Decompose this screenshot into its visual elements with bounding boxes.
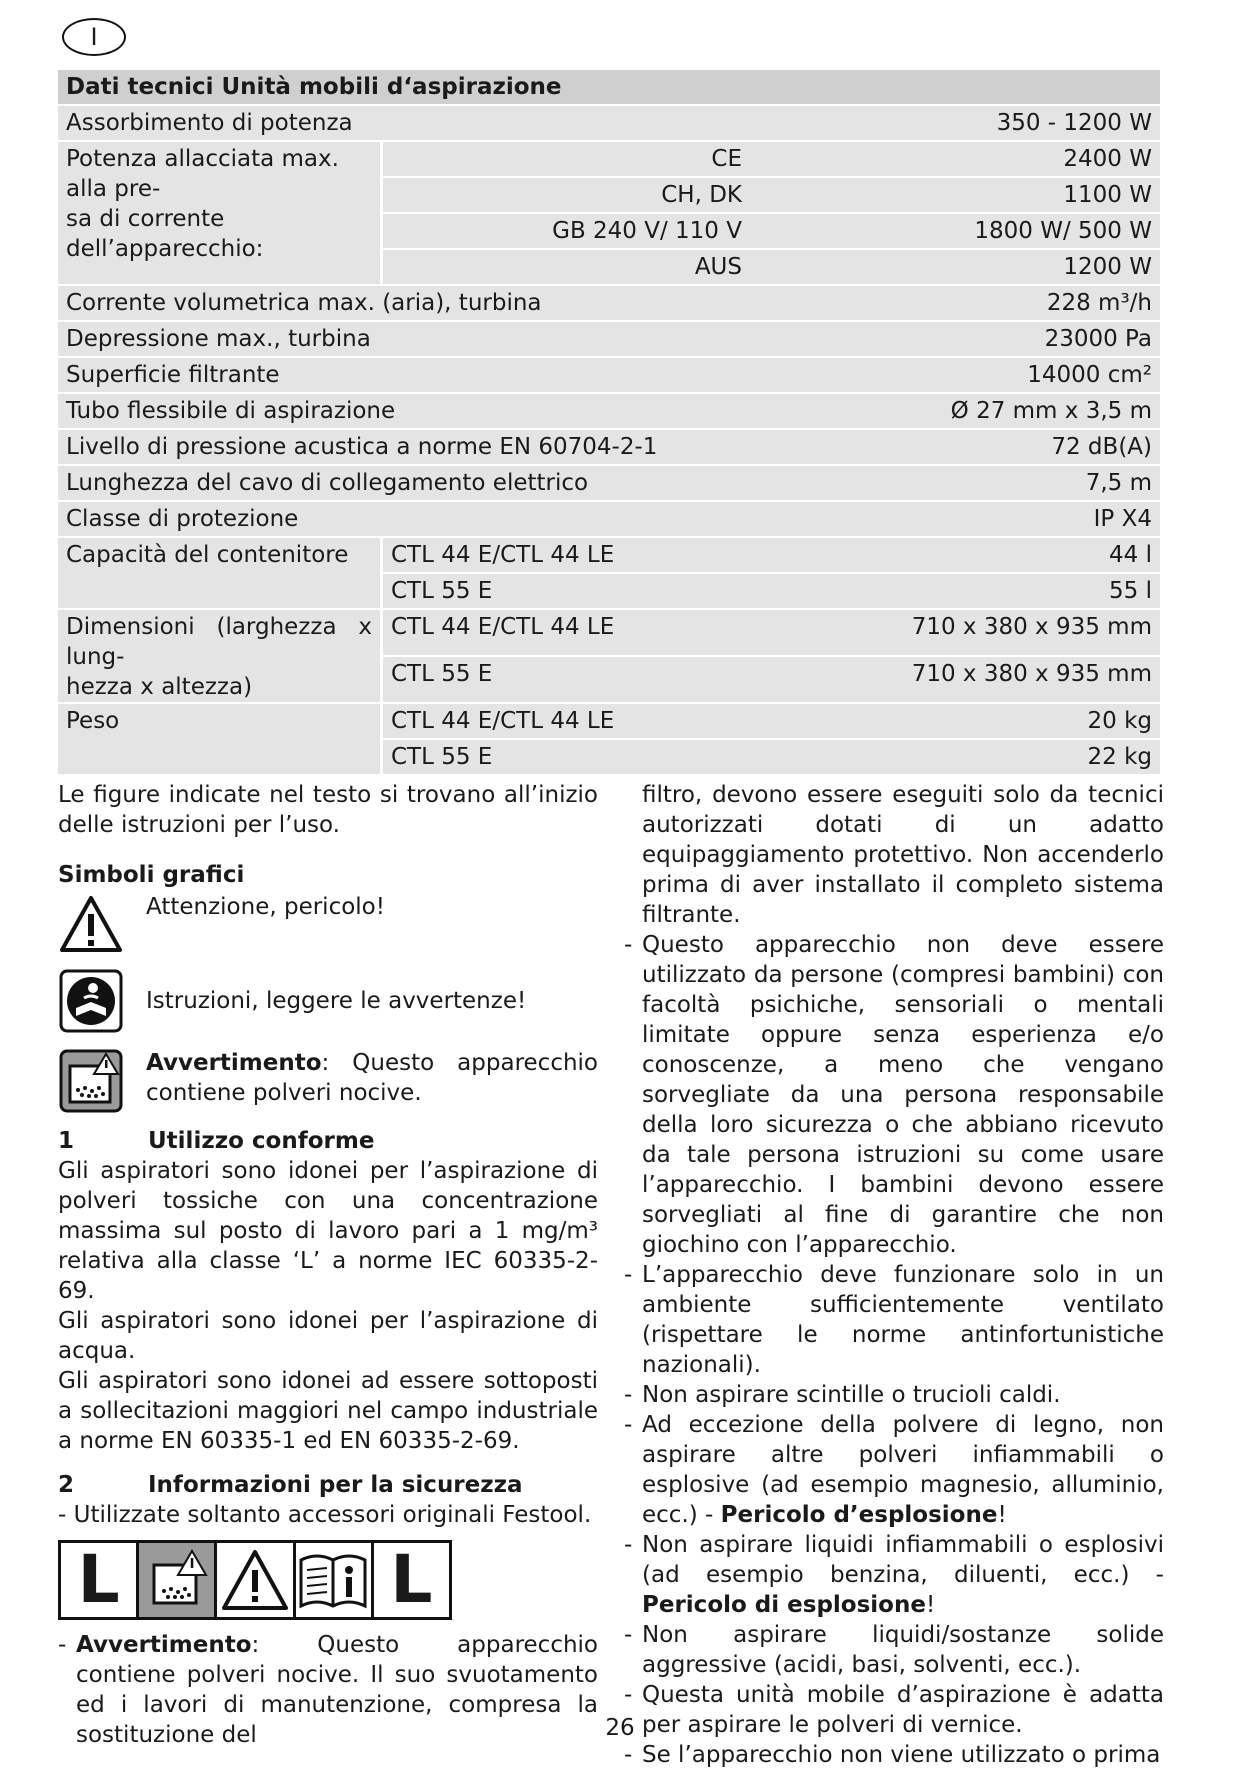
list-item: - Se l’apparecchio non viene utilizzato o prima (624, 1742, 1161, 1768)
spec-region: AUS (380, 250, 750, 286)
list-item: - Avvertimento: Questo apparecchio contiene polveri nocive. Il suo svuotamento ed i lavori di manutenzione, compresa la sostituzione del (58, 1632, 598, 1748)
symbol-row (58, 1048, 598, 1114)
spec-label: Corrente volumetrica max. (aria), turbina (58, 286, 750, 322)
spec-value: 7,5 m (750, 466, 1160, 502)
spec-value: 20 kg (750, 704, 1160, 740)
spec-model: CTL 55 E (380, 574, 750, 610)
list-item: - Non aspirare scintille o trucioli caldi. (624, 1382, 1061, 1408)
spec-region: CH, DK (380, 178, 750, 214)
spec-region: CE (380, 142, 750, 178)
spec-label: Dimensioni (larghezza x lung- hezza x altezza) (58, 610, 380, 704)
dust-class-l-icon: L (61, 1543, 139, 1617)
symbol-text: Avvertimento: Questo apparecchio contiene polveri nocive. (146, 1050, 598, 1106)
symbol-text: Istruzioni, leggere le avvertenze! (146, 988, 527, 1014)
spec-value: 23000 Pa (750, 322, 1160, 358)
spec-row (58, 610, 1160, 657)
section-2-title: 2 Informazioni per la sicurezza (58, 1472, 523, 1498)
list-item: - Questa unità mobile d’aspirazione è adatta per aspirare le polveri di vernice. (624, 1682, 1164, 1738)
spec-row (58, 358, 1160, 394)
paragraph: - Utilizzate soltanto accessori originali Festool. (58, 1502, 592, 1528)
spec-table-title: Dati tecnici Unità mobili d‘aspirazione (58, 70, 1160, 106)
spec-label: Assorbimento di potenza (58, 106, 750, 142)
intro-text: Le figure indicate nel testo si trovano all’inizio delle istruzioni per l’uso. (58, 782, 598, 838)
list-item: - L’apparecchio deve funzionare solo in un ambiente sufficientemente ventilato (rispettare le norme antinfortunistiche nazionali). (624, 1262, 1164, 1378)
spec-row (58, 502, 1160, 538)
spec-table-header (58, 70, 1160, 106)
paragraph: Gli aspiratori sono idonei per l’aspirazione di acqua. (58, 1308, 598, 1364)
list-item: - Ad eccezione della polvere di legno, non aspirare altre polveri infiammabili o esplosive (ad esempio magnesio, alluminio, ecc.) - Pericolo d’esplosione! (624, 1412, 1164, 1528)
spec-value: 710 x 380 x 935 mm (750, 657, 1160, 704)
symbol-row (58, 892, 598, 958)
spec-value: 350 - 1200 W (750, 106, 1160, 142)
left-column (58, 780, 598, 1750)
spec-model: CTL 55 E (380, 740, 750, 776)
section-1-title: 1 Utilizzo conforme (58, 1128, 375, 1154)
page-number: 26 (605, 1715, 635, 1741)
spec-row (58, 538, 1160, 574)
symbol-text: Attenzione, pericolo! (146, 894, 385, 920)
language-badge: I (62, 18, 126, 56)
list-item: - Non aspirare liquidi/sostanze solide aggressive (acidi, basi, solventi, ecc.). (624, 1622, 1164, 1678)
right-column (624, 780, 1164, 1770)
dust-class-l-icon: L (390, 1541, 433, 1618)
spec-value: 72 dB(A) (750, 430, 1160, 466)
spec-value: IP X4 (750, 502, 1160, 538)
spec-row (58, 142, 1160, 178)
spec-row (58, 286, 1160, 322)
spec-value: 710 x 380 x 935 mm (750, 610, 1160, 657)
symbols-heading: Simboli grafici (58, 862, 245, 888)
manual-info-icon (296, 1543, 374, 1617)
spec-label: Superficie filtrante (58, 358, 750, 394)
safety-icon-strip (58, 1540, 452, 1620)
spec-row (58, 394, 1160, 430)
spec-label: Lunghezza del cavo di collegamento elettrico (58, 466, 750, 502)
spec-label: Tubo flessibile di aspirazione (58, 394, 750, 430)
spec-value: 1200 W (750, 250, 1160, 286)
spec-value: 228 m³/h (750, 286, 1160, 322)
spec-row (58, 704, 1160, 740)
spec-label: Capacità del contenitore (58, 538, 380, 610)
spec-value: 14000 cm² (750, 358, 1160, 394)
spec-row (58, 106, 1160, 142)
harmful-dust-icon (139, 1543, 217, 1617)
spec-model: CTL 44 E/CTL 44 LE (380, 704, 750, 740)
paragraph: filtro, devono essere eseguiti solo da tecnici autorizzati dotati di un adatto equipaggiamento protettivo. Non accenderlo prima di aver installato il completo sistema filtrante. (642, 782, 1164, 928)
list-item: - Non aspirare liquidi infiammabili o esplosivi (ad esempio benzina, diluenti, ecc.) - Pericolo di esplosione! (624, 1532, 1164, 1618)
spec-label: Depressione max., turbina (58, 322, 750, 358)
spec-value: 22 kg (750, 740, 1160, 776)
spec-value: 44 l (750, 538, 1160, 574)
paragraph: Gli aspiratori sono idonei per l’aspirazione di polveri tossiche con una concentrazione massima sul posto di lavoro pari a 1 mg/m³ relativa alla classe ‘L’ a norme IEC 60335-2-69. (58, 1158, 598, 1304)
warning-triangle-icon (217, 1543, 295, 1617)
spec-row (58, 322, 1160, 358)
spec-region: GB 240 V/ 110 V (380, 214, 750, 250)
paragraph: Gli aspiratori sono idonei ad essere sottoposti a sollecitazioni maggiori nel campo industriale a norme EN 60335-1 ed EN 60335-2-69. (58, 1368, 598, 1454)
warning-triangle-icon (58, 892, 124, 958)
spec-label: Potenza allacciata max. alla pre- sa di corrente dell’apparecchio: (58, 142, 380, 286)
read-instructions-icon (58, 968, 124, 1034)
spec-value: 2400 W (750, 142, 1160, 178)
spec-value: 55 l (750, 574, 1160, 610)
list-item: - Questo apparecchio non deve essere utilizzato da persone (compresi bambini) con facoltà psichiche, sensoriali o mentali limitate oppure senza esperienza e/o conoscenze, a meno che vengano sorvegliate da una persona responsabile della loro sicurezza o che abbiano ricevuto da tale persona istruzioni su come usare l’apparecchio. I bambini devono essere sorvegliati al fine di garantire che non giochino con l’apparecchio. (624, 932, 1164, 1258)
spec-label: Classe di protezione (58, 502, 750, 538)
symbol-row (58, 968, 598, 1034)
spec-row (58, 466, 1160, 502)
harmful-dust-icon (58, 1048, 124, 1114)
spec-label: Peso (58, 704, 380, 776)
spec-value: 1800 W/ 500 W (750, 214, 1160, 250)
spec-model: CTL 44 E/CTL 44 LE (380, 610, 750, 657)
spec-table (58, 70, 1160, 776)
spec-model: CTL 55 E (380, 657, 750, 704)
spec-label: Livello di pressione acustica a norme EN 60704-2-1 (58, 430, 750, 466)
spec-model: CTL 44 E/CTL 44 LE (380, 538, 750, 574)
spec-value: Ø 27 mm x 3,5 m (750, 394, 1160, 430)
spec-row (58, 430, 1160, 466)
spec-value: 1100 W (750, 178, 1160, 214)
